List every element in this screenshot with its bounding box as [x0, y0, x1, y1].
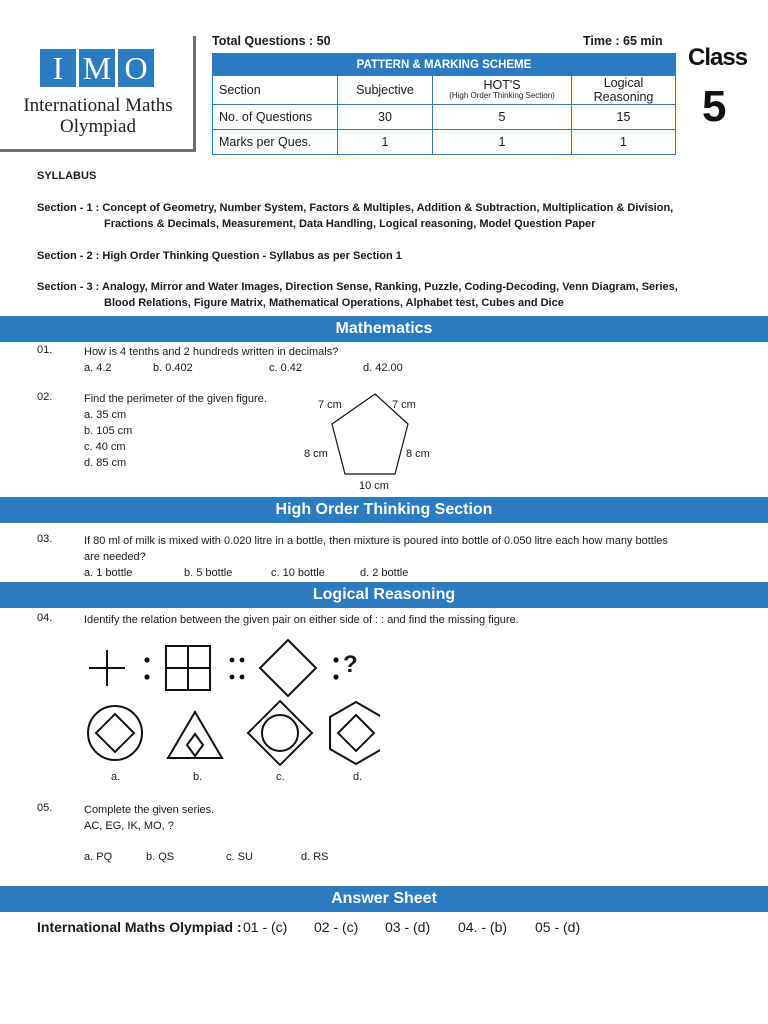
- hots-sublabel: (High Order Thinking Section): [449, 91, 555, 100]
- logo-name-line1: International Maths: [23, 95, 173, 116]
- option-b: b. 5 bottle: [184, 567, 233, 579]
- row-label: No. of Questions: [213, 105, 338, 130]
- option-a: a. PQ: [84, 851, 113, 863]
- question-text-cont: are needed?: [84, 551, 146, 563]
- logo-letter-m: M: [79, 49, 115, 87]
- marking-scheme-table: [212, 53, 676, 155]
- section-band-hots: High Order Thinking Section: [0, 497, 768, 523]
- table-cell: 1: [338, 130, 433, 155]
- section-label: Section - 1 :: [37, 202, 100, 214]
- logo-letter-i: I: [40, 49, 76, 87]
- table-title: PATTERN & MARKING SCHEME: [213, 54, 676, 76]
- table-cell: 1: [433, 130, 572, 155]
- column-header-hots: [433, 76, 572, 105]
- option-a: a. 1 bottle: [84, 567, 133, 579]
- table-row: [213, 105, 676, 130]
- table-cell: 1: [572, 130, 676, 155]
- question-number: 01.: [37, 344, 53, 356]
- option-d: d. RS: [301, 851, 329, 863]
- option-b: b. 0.402: [153, 362, 193, 374]
- label-bottom: 10 cm: [359, 480, 389, 492]
- question-text: How is 4 tenths and 2 hundreds written in decimals?: [84, 346, 339, 358]
- option-label-c: c.: [276, 771, 285, 783]
- syllabus-section-1: [37, 200, 737, 216]
- column-header-section: Section: [213, 76, 338, 105]
- label-top-right: 7 cm: [392, 399, 416, 411]
- option-d: d. 2 bottle: [360, 567, 409, 579]
- option-d: d. 85 cm: [84, 457, 127, 469]
- option-label-b: b.: [193, 771, 203, 783]
- logo-name-line2: Olympiad: [60, 116, 136, 137]
- table-cell: 30: [338, 105, 433, 130]
- answer-item: 02 - (c): [314, 919, 359, 935]
- syllabus-section-3-cont: Blood Relations, Figure Matrix, Mathematical Operations, Alphabet test, Cubes and Dice: [104, 297, 564, 309]
- answer-options-figure: [80, 698, 380, 770]
- option-b: b. 105 cm: [84, 425, 133, 437]
- syllabus-section-1-cont: Fractions & Decimals, Measurement, Data Handling, Logical reasoning, Model Question Paper: [104, 218, 596, 230]
- option-c: c. 10 bottle: [271, 567, 325, 579]
- section-text: High Order Thinking Question - Syllabus as per Section 1: [102, 250, 402, 262]
- answer-item: 03 - (d): [385, 919, 431, 935]
- imo-logo: [40, 49, 157, 87]
- question-text: Identify the relation between the given pair on either side of : : and find the missing figure.: [84, 614, 519, 626]
- answer-item: 01 - (c): [243, 919, 288, 935]
- column-header-subjective: Subjective: [338, 76, 433, 105]
- option-b: b. QS: [146, 851, 175, 863]
- option-c: c. 40 cm: [84, 441, 126, 453]
- question-text: If 80 ml of milk is mixed with 0.020 litre in a bottle, then mixture is poured into bottle of 0.050 litre each how many bottles: [84, 535, 668, 547]
- section-band-logical: Logical Reasoning: [0, 582, 768, 608]
- syllabus-heading: SYLLABUS: [37, 170, 97, 182]
- option-label-a: a.: [111, 771, 121, 783]
- time-limit: Time : 65 min: [583, 34, 663, 48]
- answer-item: 05 - (d): [535, 919, 581, 935]
- question-number: 03.: [37, 533, 53, 545]
- class-label: Class: [688, 44, 748, 71]
- syllabus-section-3: [37, 279, 737, 295]
- table-row: [213, 130, 676, 155]
- syllabus-section-2: [37, 248, 402, 264]
- question-number: 05.: [37, 802, 53, 814]
- column-header-logical: Logical Reasoning: [572, 76, 676, 105]
- section-text: Concept of Geometry, Number System, Factors & Multiples, Addition & Subtraction, Multiplication & Division,: [102, 202, 674, 214]
- question-number: 04.: [37, 612, 53, 624]
- row-label: Marks per Ques.: [213, 130, 338, 155]
- option-d: d. 42.00: [363, 362, 403, 374]
- logo-letter-o: O: [118, 49, 154, 87]
- section-label: Section - 3 :: [37, 281, 100, 293]
- logo-name: [6, 95, 190, 137]
- missing-figure-mark: ?: [343, 651, 358, 678]
- label-left: 8 cm: [304, 448, 328, 460]
- series-text: AC, EG, IK, MO, ?: [84, 820, 174, 832]
- option-c: c. SU: [226, 851, 253, 863]
- option-a: a. 35 cm: [84, 409, 127, 421]
- section-band-answer-sheet: Answer Sheet: [0, 886, 768, 912]
- section-text: Analogy, Mirror and Water Images, Direction Sense, Ranking, Puzzle, Coding-Decoding, Venn Diagram, Series,: [102, 281, 678, 293]
- table-cell: 5: [433, 105, 572, 130]
- option-c: c. 0.42: [269, 362, 303, 374]
- question-number: 02.: [37, 391, 53, 403]
- class-number: 5: [702, 82, 727, 131]
- question-text: Find the perimeter of the given figure.: [84, 393, 267, 405]
- hots-label: HOT'S: [483, 78, 521, 92]
- section-label: Section - 2 :: [37, 250, 100, 262]
- total-questions: Total Questions : 50: [212, 34, 331, 48]
- option-label-d: d.: [353, 771, 363, 783]
- option-a: a. 4.2: [84, 362, 112, 374]
- answer-item: 04. - (b): [458, 919, 508, 935]
- label-right: 8 cm: [406, 448, 430, 460]
- analogy-figure: [80, 636, 380, 706]
- table-cell: 15: [572, 105, 676, 130]
- label-top-left: 7 cm: [318, 399, 342, 411]
- answer-sheet-label: International Maths Olympiad :: [37, 919, 242, 935]
- question-text: Complete the given series.: [84, 804, 215, 816]
- section-band-mathematics: Mathematics: [0, 316, 768, 342]
